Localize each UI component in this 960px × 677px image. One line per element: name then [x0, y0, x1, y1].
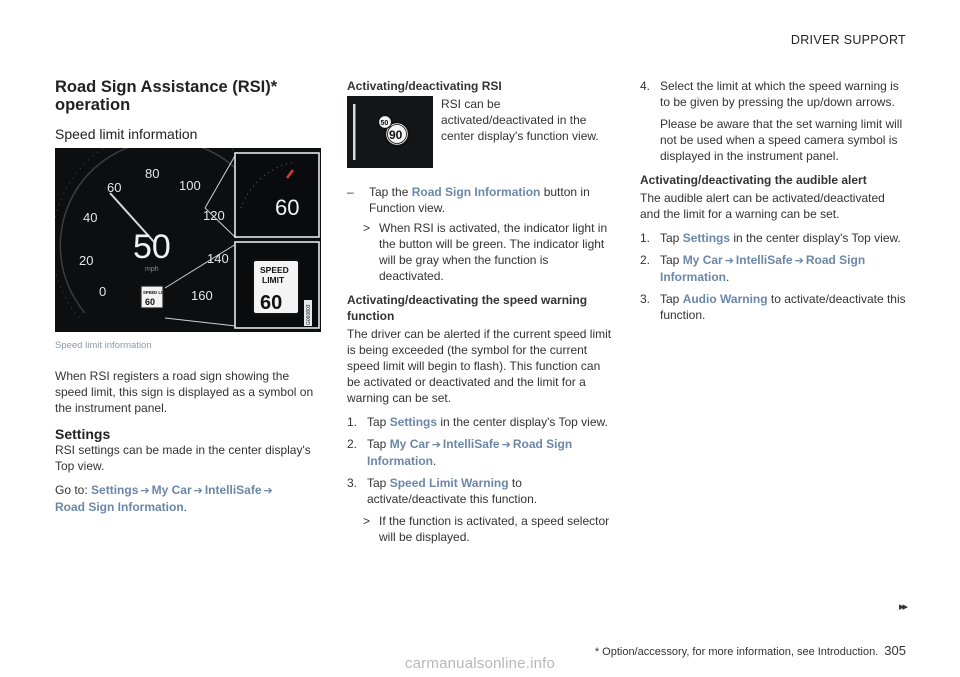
step-number: 2.: [640, 253, 651, 267]
arrow-right-icon: ➔: [140, 485, 150, 497]
dial-label-0: 0: [99, 284, 107, 299]
small-sign-value: 60: [145, 297, 156, 307]
speedometer-illustration: [55, 148, 321, 332]
step-number: 1.: [347, 415, 358, 429]
audible-alert-heading: Activating/deactivating the audible alert: [640, 173, 867, 187]
sign-top-line2: LIMIT: [262, 275, 285, 285]
dial-label-100: 100: [179, 178, 201, 193]
sign-top-line1: SPEED: [260, 265, 289, 275]
my-car-link[interactable]: My Car: [389, 437, 430, 451]
step-pre: Tap: [367, 437, 390, 451]
tap-rsi-text: [369, 184, 615, 216]
page-number: 305: [884, 643, 906, 658]
warning-step-3: [347, 475, 615, 507]
activate-rsi-text: RSI can be activated/deactivated in the center display's function view.: [441, 97, 599, 143]
step-text: [367, 436, 615, 469]
step-number: 4.: [640, 79, 651, 93]
road-sign-information-link[interactable]: Road Sign Information: [367, 437, 573, 468]
figure-code: G060803: [306, 304, 312, 325]
arrow-right-icon: ➔: [263, 485, 273, 497]
step-number: 2.: [347, 437, 358, 451]
path-end: .: [183, 500, 188, 514]
dial-label-120: 120: [203, 208, 225, 223]
column-left: [55, 78, 325, 523]
step-number: 1.: [640, 231, 651, 245]
thumb-big-value: 90: [389, 128, 403, 142]
audible-alert-text: The audible alert can be activated/deactivated and the limit for a warning can be set.: [640, 191, 885, 221]
warning-step-1: [347, 414, 615, 430]
step-post: in the center display's Top view.: [730, 231, 901, 245]
step-number: 3.: [640, 292, 651, 306]
activate-rsi-heading: Activating/deactivating RSI: [347, 79, 502, 93]
step-post: .: [433, 454, 437, 468]
warning-step-4: [640, 78, 908, 110]
arrow-right-icon: ➔: [724, 255, 734, 267]
step-post: to activate/deactivate this function.: [367, 476, 538, 506]
speed-warning-text: The driver can be alerted if the current speed limit is being exceeded (the symbol for the current speed limit will begin to flash). This function can be activated or deactivated and the limit for a warning can be set.: [347, 327, 612, 405]
warning-step-3-result: [363, 513, 615, 545]
double-chevron-right-icon[interactable]: ▸▸: [898, 601, 906, 613]
audio-step-3: [640, 291, 908, 323]
dash-marker: –: [347, 185, 354, 199]
section-header: DRIVER SUPPORT: [790, 33, 906, 47]
arrow-right-icon: ➔: [431, 439, 441, 451]
sign-value: 60: [260, 292, 283, 314]
rsi-button-thumbnail: [347, 96, 433, 168]
speed-unit: mph: [145, 266, 159, 273]
step-pre: Tap: [660, 231, 683, 245]
footer-note: * Option/accessory, for more information, see Introduction.: [594, 646, 879, 658]
step-post: .: [726, 270, 730, 284]
speed-limit-heading: Speed limit information: [55, 126, 198, 142]
dial-label-60: 60: [107, 180, 122, 195]
step-3-result-text: If the function is activated, a speed selector will be displayed.: [379, 514, 610, 544]
arrow-right-icon: ➔: [501, 439, 511, 451]
step-text: [660, 252, 908, 285]
path-road-sign-information-link[interactable]: Road Sign Information: [55, 500, 184, 514]
path-settings-link[interactable]: Settings: [91, 483, 139, 497]
road-sign-information-button[interactable]: Road Sign Information: [411, 185, 541, 199]
intellisafe-link[interactable]: IntelliSafe: [442, 437, 500, 451]
current-speed: 50: [133, 228, 171, 266]
dial-label-140: 140: [207, 251, 229, 266]
road-sign-information-link[interactable]: Road Sign Information: [660, 253, 866, 284]
watermark: carmanualsonline.info: [404, 655, 556, 672]
column-right: [640, 78, 908, 329]
speed-limit-warning-button[interactable]: Speed Limit Warning: [389, 476, 509, 490]
rsi-button-icon: [347, 96, 433, 168]
audio-warning-button[interactable]: Audio Warning: [682, 292, 768, 306]
step-4-note: Please be aware that the set warning limit will not be used when a speed camera symbol is displayed in the instrument panel.: [660, 117, 903, 163]
page-title: Road Sign Assistance (RSI)* operation: [55, 78, 278, 114]
my-car-link[interactable]: My Car: [682, 253, 723, 267]
tap-rsi-result-text: When RSI is activated, the indicator light in the button will be green. The indicator light will be gray when the function is deactivated.: [379, 221, 608, 283]
result-marker: >: [363, 221, 371, 235]
arrow-right-icon: ➔: [794, 255, 804, 267]
audio-step-1: [640, 230, 908, 246]
intro-text: When RSI registers a road sign showing the speed limit, this sign is displayed as a symbol on the instrument panel.: [55, 369, 314, 415]
step-text: [367, 414, 615, 430]
settings-text: RSI settings can be made in the center display's Top view.: [55, 443, 311, 473]
path-intellisafe-link[interactable]: IntelliSafe: [204, 483, 262, 497]
settings-heading: Settings: [55, 426, 111, 442]
step-pre: Tap: [367, 415, 390, 429]
tap-rsi-step: [347, 184, 615, 216]
step-text: [660, 291, 908, 323]
step-4-text: Select the limit at which the speed warning is to be given by pressing the up/down arrows.: [660, 79, 899, 109]
tap-rsi-result: [363, 220, 615, 284]
small-sign-top: SPEED LIMIT: [143, 290, 170, 295]
goto-path: [55, 482, 325, 515]
tap-rsi-post: button in Function view.: [369, 185, 590, 215]
step-pre: Tap: [660, 292, 683, 306]
result-marker: >: [363, 514, 371, 528]
step-pre: Tap: [367, 476, 390, 490]
warning-step-2: [347, 436, 615, 469]
step-number: 3.: [347, 476, 358, 490]
thumb-small-value: 50: [380, 120, 389, 127]
step-pre: Tap: [660, 253, 683, 267]
settings-link[interactable]: Settings: [682, 231, 731, 245]
dial-label-80: 80: [145, 166, 160, 181]
dial-label-40: 40: [83, 210, 98, 225]
figure-caption: Speed limit information: [55, 340, 152, 351]
step-text: [660, 230, 908, 246]
path-my-car-link[interactable]: My Car: [151, 483, 192, 497]
dial-label-160: 160: [191, 288, 213, 303]
arrow-right-icon: ➔: [193, 485, 203, 497]
zoom-speed-value: 60: [275, 195, 300, 220]
intellisafe-link[interactable]: IntelliSafe: [735, 253, 793, 267]
goto-prefix: Go to:: [55, 483, 92, 497]
speed-warning-heading: Activating/deactivating the speed warning function: [347, 293, 588, 323]
step-post: in the center display's Top view.: [437, 415, 608, 429]
dial-label-20: 20: [79, 253, 94, 268]
step-post: to activate/deactivate this function.: [660, 292, 906, 322]
audio-step-2: [640, 252, 908, 285]
column-middle: [347, 78, 615, 553]
instrument-panel-figure: [55, 148, 321, 332]
settings-link[interactable]: Settings: [389, 415, 438, 429]
tap-rsi-pre: Tap the: [369, 185, 412, 199]
step-text: [367, 475, 615, 507]
